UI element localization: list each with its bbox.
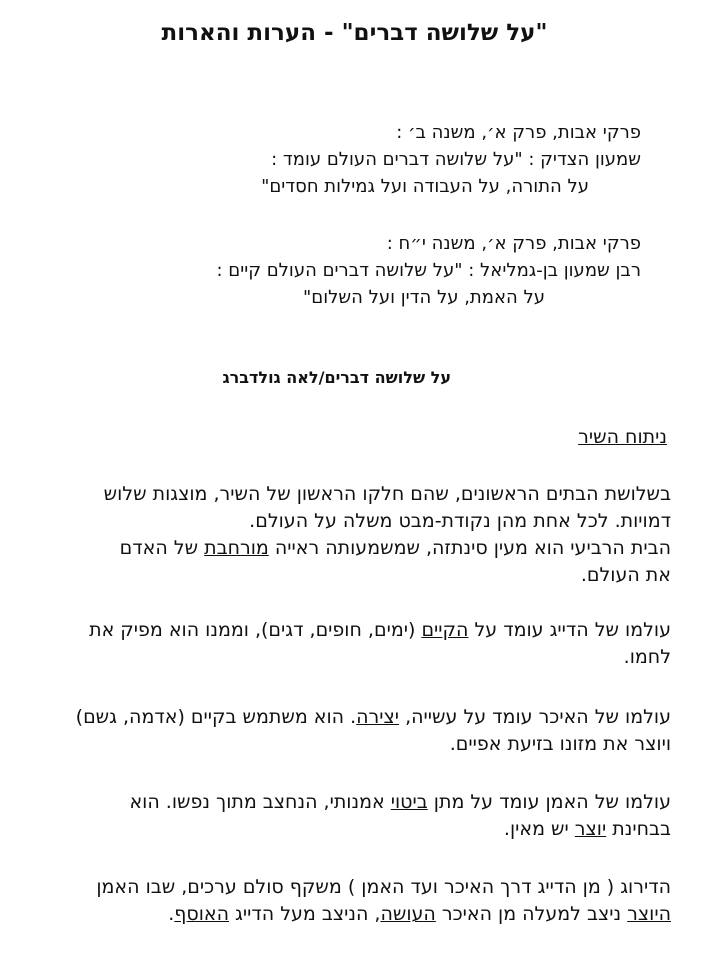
paragraph-3 — [10, 704, 671, 758]
quote-block-2 — [216, 230, 641, 311]
paragraph-1 — [10, 481, 671, 589]
paragraph-line: עולמו של האיכר עומד על עשייה, יצירה. הוא משתמש בקיים (אדמה, גשם) — [75, 706, 671, 728]
paragraph-line: את העולם. — [580, 564, 671, 586]
underlined-word: האוסף — [174, 903, 230, 925]
paragraph-5 — [10, 874, 671, 928]
analysis-heading: ניתוח השיר — [578, 426, 667, 448]
paragraph-line: בבחינת יוצר יש מאין. — [503, 818, 671, 840]
quote-content: על התורה, על העבודה ועל גמילות חסדים" — [261, 176, 589, 197]
underlined-word: יצירה — [356, 706, 400, 728]
underlined-word: העושה — [380, 903, 436, 925]
paragraph-line: הבית הרביעי הוא מעין סינתזה, שמשמעותה ראייה מורחבת של האדם — [119, 537, 671, 559]
paragraph-line: לחמו. — [623, 646, 671, 668]
paragraph-line: עולמו של האמן עומד על מתן ביטוי אמנותי, הנחצב מתוך נפשו. הוא — [129, 791, 671, 813]
underlined-word: מורחבת — [204, 537, 269, 559]
quote-source: פרקי אבות, פרק א׳, משנה ב׳ : — [396, 122, 641, 143]
paragraph-line: דמויות. לכל אחת מהן נקודת-מבט משלה על העולם. — [249, 510, 671, 532]
quote-content: על האמת, על הדין ועל השלום" — [303, 287, 545, 308]
paragraph-2 — [10, 617, 671, 671]
underlined-word: הקיים — [421, 619, 469, 641]
underlined-word: יוצר — [574, 818, 607, 840]
paragraph-line: היוצר ניצב למעלה מן האיכר העושה, הניצב מעל הדייג האוסף. — [168, 903, 671, 925]
quote-speaker: רבן שמעון בן-גמליאל : "על שלושה דברים העולם קיים : — [216, 260, 641, 281]
underlined-word: ביטוי — [390, 791, 428, 813]
paragraph-line: ויוצר את מזונו בזיעת אפיים. — [449, 733, 671, 755]
page-title: "על שלושה דברים" - הערות והארות — [161, 20, 548, 46]
quote-block-1 — [261, 119, 641, 200]
poem-subtitle: על שלושה דברים/לאה גולדברג — [222, 368, 451, 387]
quote-source: פרקי אבות, פרק א׳, משנה י״ח : — [386, 233, 641, 254]
paragraph-line: בשלושת הבתים הראשונים, שהם חלקו הראשון של השיר, מוצגות שלוש — [103, 483, 671, 505]
quote-speaker: שמעון הצדיק : "על שלושה דברים העולם עומד : — [271, 149, 641, 170]
underlined-word: היוצר — [627, 903, 671, 925]
paragraph-line: הדירוג ( מן הדייג דרך האיכר ועד האמן ) משקף סולם ערכים, שבו האמן — [96, 876, 671, 898]
paragraph-line: עולמו של הדייג עומד על הקיים (ימים, חופים, דגים), וממנו הוא מפיק את — [89, 619, 671, 641]
paragraph-4 — [10, 789, 671, 843]
